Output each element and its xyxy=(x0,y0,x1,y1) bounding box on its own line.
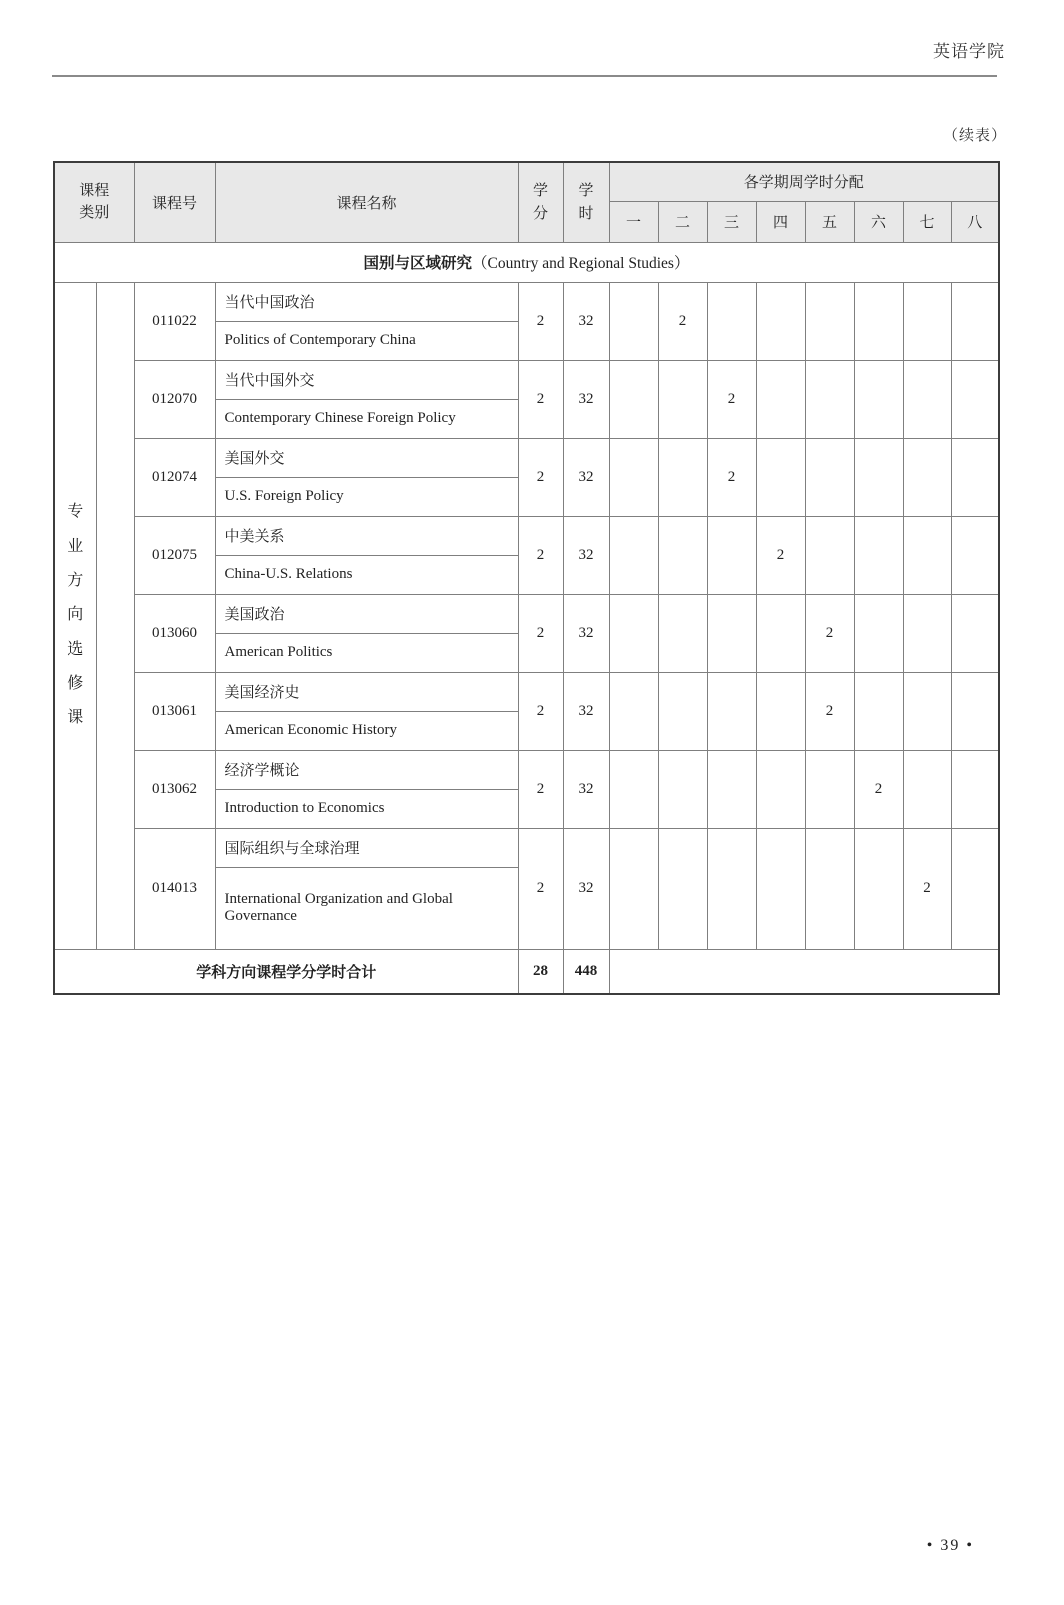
cell-sem-5: 2 xyxy=(805,672,854,750)
total-empty-cell xyxy=(609,949,999,994)
cell-course-name-en: Contemporary Chinese Foreign Policy xyxy=(215,399,518,438)
cell-sem-6 xyxy=(854,516,903,594)
cell-course-name-cn: 当代中国政治 xyxy=(215,282,518,321)
cell-sem-2 xyxy=(658,672,707,750)
cell-sem-4 xyxy=(756,282,805,360)
cell-sem-8 xyxy=(951,672,999,750)
header-course-name: 课程名称 xyxy=(215,162,518,242)
cell-hours: 32 xyxy=(563,594,609,672)
cell-sem-1 xyxy=(609,750,658,828)
total-credits: 28 xyxy=(518,949,563,994)
cell-sem-3 xyxy=(707,672,756,750)
cell-sem-4 xyxy=(756,750,805,828)
section-row xyxy=(54,242,999,282)
curriculum-table xyxy=(53,161,1000,995)
cell-sem-3 xyxy=(707,594,756,672)
cell-course-code: 012074 xyxy=(134,438,215,516)
cell-credits: 2 xyxy=(518,360,563,438)
cell-sem-1 xyxy=(609,282,658,360)
header-semester-4: 四 xyxy=(756,201,805,242)
cell-sem-3: 2 xyxy=(707,438,756,516)
cell-sem-2 xyxy=(658,438,707,516)
cell-sem-7 xyxy=(903,750,951,828)
cell-course-code: 013062 xyxy=(134,750,215,828)
cell-sem-1 xyxy=(609,594,658,672)
cell-sem-8 xyxy=(951,360,999,438)
cell-sem-3 xyxy=(707,282,756,360)
cell-sem-6 xyxy=(854,672,903,750)
total-row xyxy=(54,949,999,994)
cell-sem-1 xyxy=(609,828,658,949)
cell-sem-6 xyxy=(854,438,903,516)
cell-sem-8 xyxy=(951,282,999,360)
cell-course-name-cn: 当代中国外交 xyxy=(215,360,518,399)
cell-course-name-cn: 经济学概论 xyxy=(215,750,518,789)
table-row xyxy=(54,438,999,477)
cell-sem-7 xyxy=(903,516,951,594)
cell-course-code: 012070 xyxy=(134,360,215,438)
cell-sem-5: 2 xyxy=(805,594,854,672)
cell-sem-1 xyxy=(609,516,658,594)
cell-sem-1 xyxy=(609,360,658,438)
cell-credits: 2 xyxy=(518,828,563,949)
cell-sem-4 xyxy=(756,360,805,438)
header-semester-1: 一 xyxy=(609,201,658,242)
cell-sem-1 xyxy=(609,672,658,750)
header-credits xyxy=(518,162,563,242)
header-course-no: 课程号 xyxy=(134,162,215,242)
total-label: 学科方向课程学分学时合计 xyxy=(54,949,518,994)
cell-hours: 32 xyxy=(563,828,609,949)
cell-sem-3 xyxy=(707,750,756,828)
cell-sem-6 xyxy=(854,594,903,672)
cell-sem-3 xyxy=(707,828,756,949)
header-semester-group: 各学期周学时分配 xyxy=(609,162,999,201)
cell-sem-8 xyxy=(951,438,999,516)
cell-sem-6: 2 xyxy=(854,750,903,828)
cell-sem-2: 2 xyxy=(658,282,707,360)
cell-sem-1 xyxy=(609,438,658,516)
cell-sem-5 xyxy=(805,282,854,360)
cell-hours: 32 xyxy=(563,516,609,594)
cell-sem-4 xyxy=(756,828,805,949)
cell-course-code: 012075 xyxy=(134,516,215,594)
cell-course-name-en: Politics of Contemporary China xyxy=(215,321,518,360)
cell-sem-8 xyxy=(951,828,999,949)
table-row xyxy=(54,594,999,633)
cell-sem-7 xyxy=(903,282,951,360)
header-rule xyxy=(52,75,997,77)
cell-sem-8 xyxy=(951,750,999,828)
cell-course-name-cn: 国际组织与全球治理 xyxy=(215,828,518,867)
cell-course-code: 011022 xyxy=(134,282,215,360)
table-row xyxy=(54,672,999,711)
header-semester-8: 八 xyxy=(951,201,999,242)
header-semester-2: 二 xyxy=(658,201,707,242)
cell-sem-5 xyxy=(805,360,854,438)
cell-course-code: 014013 xyxy=(134,828,215,949)
section-title-cn: 国别与区域研究 xyxy=(363,255,473,272)
header-category-label: 课程类别 xyxy=(79,181,110,222)
cell-credits: 2 xyxy=(518,750,563,828)
table-row xyxy=(54,828,999,867)
cell-hours: 32 xyxy=(563,360,609,438)
cell-sem-2 xyxy=(658,360,707,438)
category-label: 专业方向选修课 xyxy=(67,503,84,727)
cell-credits: 2 xyxy=(518,516,563,594)
cell-sem-2 xyxy=(658,750,707,828)
table-row xyxy=(54,360,999,399)
cell-sem-5 xyxy=(805,438,854,516)
cell-credits: 2 xyxy=(518,282,563,360)
cell-sem-6 xyxy=(854,282,903,360)
cell-credits: 2 xyxy=(518,672,563,750)
table-row xyxy=(54,282,999,321)
cell-sem-7 xyxy=(903,360,951,438)
cell-sem-8 xyxy=(951,516,999,594)
cell-sem-4 xyxy=(756,594,805,672)
cell-hours: 32 xyxy=(563,282,609,360)
cell-sem-4 xyxy=(756,438,805,516)
cell-sem-5 xyxy=(805,516,854,594)
cell-sem-2 xyxy=(658,594,707,672)
cell-course-code: 013061 xyxy=(134,672,215,750)
category-cell xyxy=(54,282,96,949)
cell-course-name-cn: 美国经济史 xyxy=(215,672,518,711)
cell-hours: 32 xyxy=(563,750,609,828)
cell-course-name-cn: 美国外交 xyxy=(215,438,518,477)
cell-course-name-cn: 中美关系 xyxy=(215,516,518,555)
cell-sem-2 xyxy=(658,828,707,949)
cell-sem-6 xyxy=(854,360,903,438)
total-hours: 448 xyxy=(563,949,609,994)
cell-sem-3: 2 xyxy=(707,360,756,438)
header-semester-3: 三 xyxy=(707,201,756,242)
section-title-cell xyxy=(54,242,999,282)
cell-course-name-en: U.S. Foreign Policy xyxy=(215,477,518,516)
header-semester-6: 六 xyxy=(854,201,903,242)
continued-table-note: （续表） xyxy=(942,128,1007,144)
cell-sem-3 xyxy=(707,516,756,594)
page-header-title: 英语学院 xyxy=(933,42,1005,61)
cell-sem-5 xyxy=(805,750,854,828)
cell-course-name-en: International Organization and Global Governance xyxy=(215,867,518,949)
category-subcolumn-cell xyxy=(96,282,134,949)
cell-sem-5 xyxy=(805,828,854,949)
cell-sem-4: 2 xyxy=(756,516,805,594)
cell-course-name-cn: 美国政治 xyxy=(215,594,518,633)
cell-sem-7 xyxy=(903,594,951,672)
cell-sem-7 xyxy=(903,438,951,516)
cell-hours: 32 xyxy=(563,438,609,516)
cell-sem-4 xyxy=(756,672,805,750)
cell-credits: 2 xyxy=(518,438,563,516)
cell-hours: 32 xyxy=(563,672,609,750)
header-hours-label: 学时 xyxy=(578,182,594,223)
header-credits-label: 学分 xyxy=(532,182,548,223)
table-row xyxy=(54,750,999,789)
cell-course-name-en: American Politics xyxy=(215,633,518,672)
cell-credits: 2 xyxy=(518,594,563,672)
cell-course-name-en: American Economic History xyxy=(215,711,518,750)
cell-sem-2 xyxy=(658,516,707,594)
header-semester-5: 五 xyxy=(805,201,854,242)
page-number: • 39 • xyxy=(926,1537,974,1554)
cell-sem-7: 2 xyxy=(903,828,951,949)
cell-course-code: 013060 xyxy=(134,594,215,672)
cell-course-name-en: China-U.S. Relations xyxy=(215,555,518,594)
cell-sem-6 xyxy=(854,828,903,949)
cell-course-name-en: Introduction to Economics xyxy=(215,789,518,828)
header-semester-7: 七 xyxy=(903,201,951,242)
cell-sem-7 xyxy=(903,672,951,750)
cell-sem-8 xyxy=(951,594,999,672)
table-row xyxy=(54,516,999,555)
header-hours xyxy=(563,162,609,242)
header-category xyxy=(54,162,134,242)
section-title-en: （Country and Regional Studies） xyxy=(472,255,690,272)
table-header-row-1 xyxy=(54,162,999,201)
